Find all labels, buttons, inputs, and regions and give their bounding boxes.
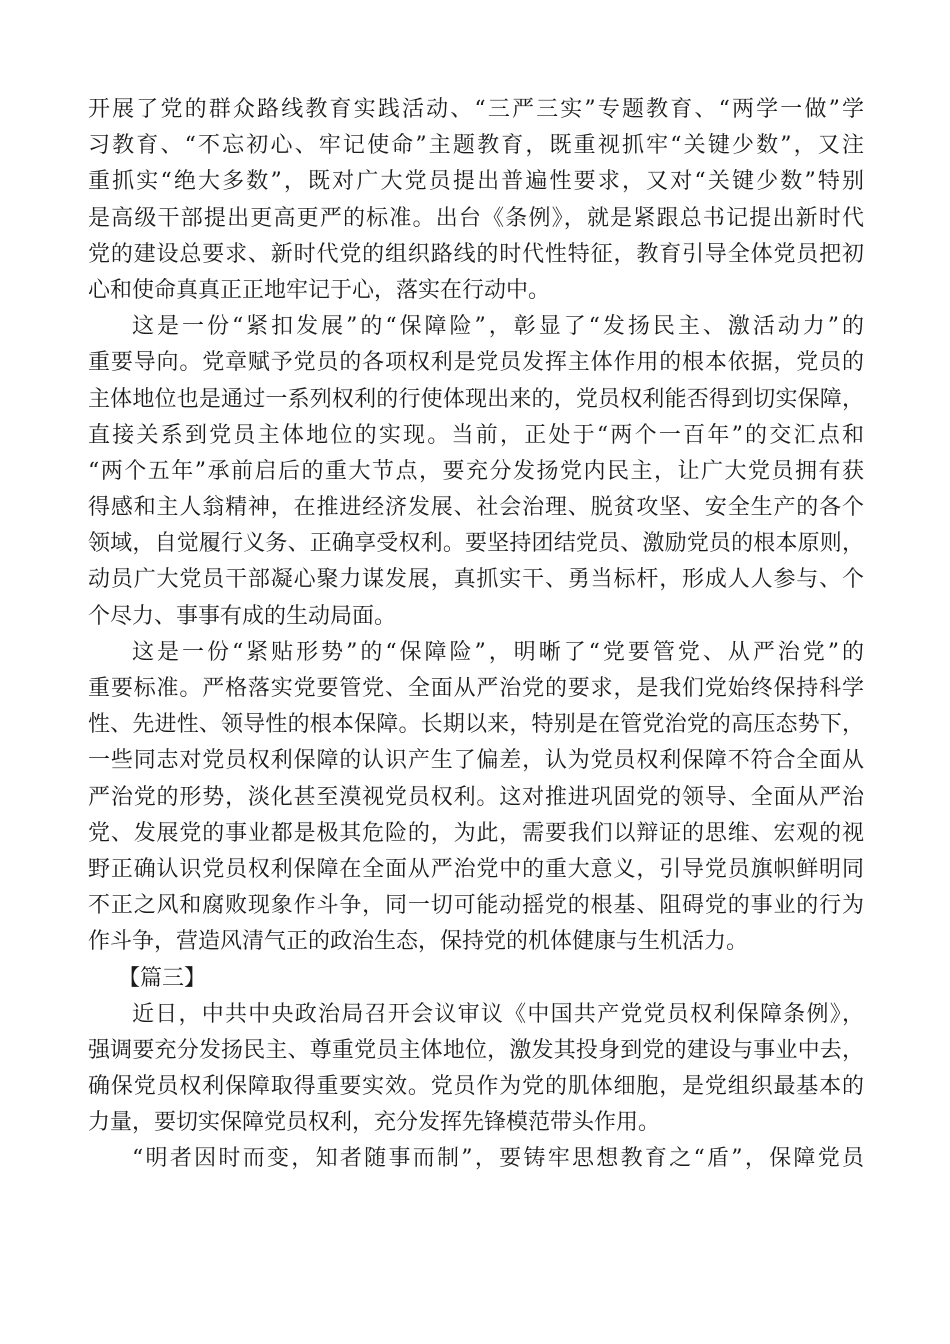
paragraph <box>88 92 864 309</box>
paragraph <box>88 635 864 961</box>
text-line: 严治党的形势，淡化甚至漠视党员权利。这对推进巩固党的领导、全面从严治 <box>88 784 864 810</box>
section-heading <box>88 961 864 997</box>
text-line: 重抓实“绝大多数”，既对广大党员提出普遍性要求，又对“关键少数”特别 <box>88 169 864 195</box>
text-line: 重要导向。党章赋予党员的各项权利是党员发挥主体作用的根本依据，党员的 <box>88 350 864 376</box>
text-line: 开展了党的群众路线教育实践活动、“三严三实”专题教育、“两学一做”学 <box>88 97 864 122</box>
text-line: 得感和主人翁精神，在推进经济发展、社会治理、脱贫攻坚、安全生产的各个 <box>88 495 864 521</box>
text-line: 强调要充分发扬民主、尊重党员主体地位，激发其投身到党的建设与事业中去， <box>88 1037 864 1063</box>
text-line: 力量，要切实保障党员权利，充分发挥先锋模范带头作用。 <box>88 1110 661 1136</box>
text-line: 是高级干部提出更高更严的标准。出台《条例》，就是紧跟总书记提出新时代 <box>88 205 864 231</box>
text-line: 性、先进性、领导性的根本保障。长期以来，特别是在管党治党的高压态势下， <box>88 712 864 738</box>
document-page <box>88 92 864 1178</box>
paragraph <box>88 997 864 1142</box>
text-line: 这是一份“紧贴形势”的“保障险”，明晰了“党要管党、从严治党”的 <box>132 639 864 665</box>
text-line: 习教育、“不忘初心、牢记使命”主题教育，既重视抓牢“关键少数”，又注 <box>88 133 864 159</box>
text-line: 一些同志对党员权利保障的认识产生了偏差，认为党员权利保障不符合全面从 <box>88 748 864 774</box>
text-line: 确保党员权利保障取得重要实效。党员作为党的肌体细胞，是党组织最基本的 <box>88 1074 864 1100</box>
text-line: 重要标准。严格落实党要管党、全面从严治党的要求，是我们党始终保持科学 <box>88 676 864 701</box>
paragraph <box>88 1141 864 1177</box>
text-line: 野正确认识党员权利保障在全面从严治党中的重大意义，引导党员旗帜鲜明同 <box>88 856 864 882</box>
paragraph <box>88 309 864 635</box>
text-line: 近日，中共中央政治局召开会议审议《中国共产党党员权利保障条例》， <box>132 1001 864 1027</box>
text-line: 作斗争，营造风清气正的政治生态，保持党的机体健康与生机活力。 <box>88 929 749 955</box>
text-line: “两个五年”承前启后的重大节点，要充分发扬党内民主，让广大党员拥有获 <box>88 458 864 484</box>
text-line: 党、发展党的事业都是极其危险的，为此，需要我们以辩证的思维、宏观的视 <box>88 820 864 846</box>
text-line: 个尽力、事事有成的生动局面。 <box>88 603 397 629</box>
text-line: 领域，自觉履行义务、正确享受权利。要坚持团结党员、激励党员的根本原则， <box>88 531 864 557</box>
text-line: 这是一份“紧扣发展”的“保障险”，彰显了“发扬民主、激活动力”的 <box>132 314 864 340</box>
text-line: 不正之风和腐败现象作斗争，同一切可能动摇党的根基、阻碍党的事业的行为 <box>88 893 864 919</box>
section-heading-text: 【篇三】 <box>118 965 207 991</box>
text-line: 党的建设总要求、新时代党的组织路线的时代性特征，教育引导全体党员把初 <box>88 241 864 267</box>
text-line: 动员广大党员干部凝心聚力谋发展，真抓实干、勇当标杆，形成人人参与、个 <box>88 567 864 593</box>
text-line: “明者因时而变，知者随事而制”，要铸牢思想教育之“盾”，保障党员 <box>132 1146 864 1172</box>
text-line: 心和使命真真正正地牢记于心，落实在行动中。 <box>88 277 551 303</box>
text-line: 直接关系到党员主体地位的实现。当前，正处于“两个一百年”的交汇点和 <box>88 422 864 448</box>
text-line: 主体地位也是通过一系列权利的行使体现出来的，党员权利能否得到切实保障， <box>88 386 864 412</box>
